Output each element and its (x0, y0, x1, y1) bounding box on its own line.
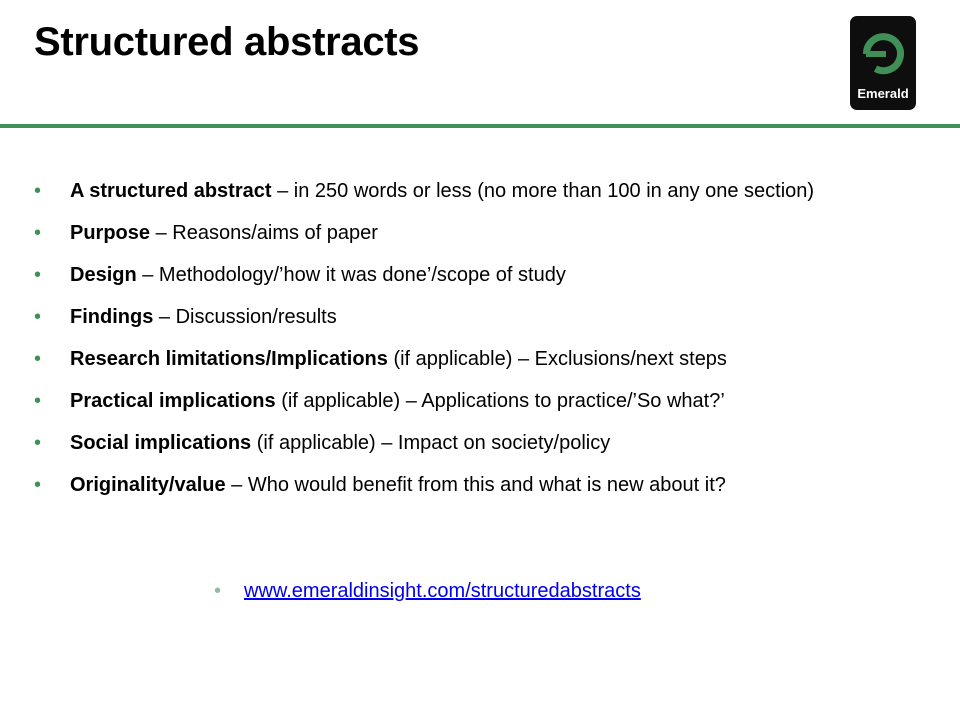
bullet-dot: • (34, 348, 42, 370)
bullet-text: – Methodology/’how it was done’/scope of study (142, 264, 566, 286)
bullet-term: Findings (70, 306, 154, 328)
emerald-logo (850, 16, 916, 110)
bullet-text: – Reasons/aims of paper (155, 222, 378, 244)
bullet-term: Design (70, 264, 137, 286)
bullet-purpose (34, 222, 934, 244)
bullet-text: – Discussion/results (158, 306, 337, 328)
bullet-text: (if applicable) – Impact on society/policy (256, 432, 611, 454)
bullet-dot: • (34, 222, 42, 244)
bullet-text: (if applicable) – Applications to practice/’So what?’ (281, 390, 725, 412)
bullet-term: Originality/value (70, 474, 226, 496)
bullet-structured-abstract (34, 180, 934, 202)
bullet-research-limitations (34, 348, 934, 370)
bullet-term: A structured abstract (70, 180, 272, 202)
bullet-social-implications (34, 432, 934, 454)
bullet-text: (if applicable) – Exclusions/next steps (393, 348, 727, 370)
structured-abstracts-link[interactable]: www.emeraldinsight.com/structuredabstracts (244, 580, 641, 602)
link-bullet-dot: • (214, 580, 222, 602)
bullet-dot: • (34, 264, 42, 286)
logo-text: Emerald (857, 86, 909, 101)
header-divider (0, 124, 960, 128)
bullet-dot: • (34, 180, 42, 202)
bullet-text: – Who would benefit from this and what is new about it? (231, 474, 726, 496)
bullet-term: Social implications (70, 432, 252, 454)
bullet-dot: • (34, 390, 42, 412)
bullet-dot: • (34, 474, 42, 496)
bullet-design (34, 264, 934, 286)
bullet-term: Research limitations/Implications (70, 348, 388, 370)
bullet-findings (34, 306, 934, 328)
bullet-term: Purpose (70, 222, 151, 244)
bullet-term: Practical implications (70, 390, 276, 412)
bullet-list (34, 180, 934, 516)
slide-title: Structured abstracts (34, 20, 420, 64)
link-bullet (214, 579, 641, 603)
bullet-dot: • (34, 432, 42, 454)
bullet-originality-value (34, 474, 934, 496)
bullet-text: – in 250 words or less (no more than 100 in any one section) (277, 180, 815, 202)
bullet-dot: • (34, 306, 42, 328)
bullet-practical-implications (34, 390, 934, 412)
